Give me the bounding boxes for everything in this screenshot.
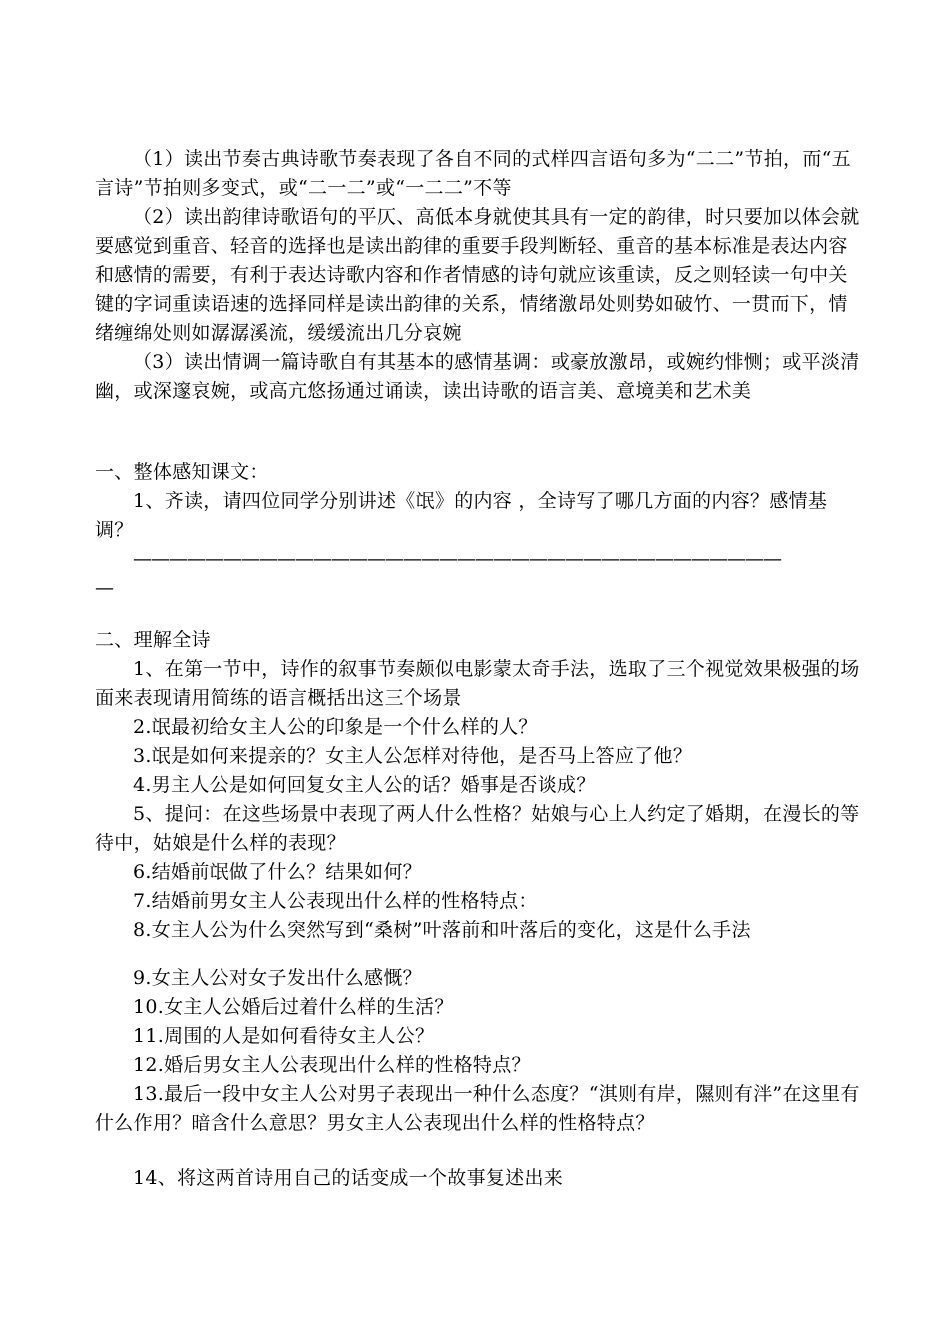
question-item: 3.氓是如何来提亲的？女主人公怎样对待他，是否马上答应了他？ [133, 745, 693, 767]
question-item: 13.最后一段中女主人公对男子表现出一种什么态度？“淇则有岸，隰则有泮”在这里有什么作用？暗含什么意思？男女主人公表现出什么样的性格特点？ [95, 1083, 860, 1134]
question-item: 8.女主人公为什么突然写到“桑树”叶落前和叶落后的变化，这是什么手法 [133, 919, 751, 941]
final-task [95, 1164, 860, 1193]
reading-tips [95, 145, 860, 406]
question-item: 6.结婚前氓做了什么？结果如何？ [133, 861, 422, 883]
answer-line-tail: — [95, 577, 113, 599]
tip-rhythm: （1）读出节奏古典诗歌节奏表现了各自不同的式样四言语句多为“二二”节拍，而“五言诗”节拍则多变式，或“二一二”或“一二二”不等 [95, 148, 851, 199]
question-14: 14、将这两首诗用自己的话变成一个故事复述出来 [133, 1167, 564, 1189]
tip-meter: （2）读出韵律诗歌语句的平仄、高低本身就使其具有一定的韵律，时只要加以体会就要感觉到重音、轻音的选择也是读出韵律的重要手段判断轻、重音的基本标准是表达内容和感情的需要，有利于表达诗歌内容和作者情感的诗句就应该重读，反之则轻读一句中关键的字词重读语速的选择同样是读出韵律的关系，情绪激昂处则势如破竹、一贯而下，情绪缠绵处则如潺潺溪流，缓缓流出几分哀婉 [95, 206, 860, 344]
section-overall [95, 458, 860, 603]
question-item: 5、提问：在这些场景中表现了两人什么性格？姑娘与心上人约定了婚期，在漫长的等待中，姑娘是什么样的表现？ [95, 803, 860, 854]
question-item: 1、在第一节中，诗作的叙事节奏颇似电影蒙太奇手法，选取了三个视觉效果极强的场面来表现请用简练的语言概括出这三个场景 [95, 658, 860, 709]
answer-line: ———————————————————————————————————— [133, 548, 781, 570]
tip-tone: （3）读出情调一篇诗歌自有其基本的感情基调：或豪放激昂，或婉约悱恻；或平淡清幽，或深邃哀婉，或高亢悠扬通过诵读，读出诗歌的语言美、意境美和艺术美 [95, 351, 860, 402]
question-item: 9.女主人公对女子发出什么感慨？ [133, 967, 422, 989]
section-overall-heading: 一、整体感知课文： [95, 461, 269, 483]
section-understand-continued [95, 964, 860, 1138]
question-item: 12.婚后男女主人公表现出什么样的性格特点？ [133, 1054, 531, 1076]
section-understand [95, 626, 860, 945]
question-item: 4.男主人公是如何回复女主人公的话？婚事是否谈成？ [133, 774, 596, 796]
question-item: 7.结婚前男女主人公表现出什么样的性格特点： [133, 890, 538, 912]
question-1: 1、齐读，请四位同学分别讲述《氓》的内容 ，全诗写了哪几方面的内容？感情基调？ [95, 490, 828, 541]
question-item: 10.女主人公婚后过着什么样的生活？ [133, 996, 454, 1018]
section-understand-heading: 二、理解全诗 [95, 629, 211, 651]
question-item: 2.氓最初给女主人公的印象是一个什么样的人？ [133, 716, 538, 738]
question-item: 11.周围的人是如何看待女主人公？ [133, 1025, 435, 1047]
